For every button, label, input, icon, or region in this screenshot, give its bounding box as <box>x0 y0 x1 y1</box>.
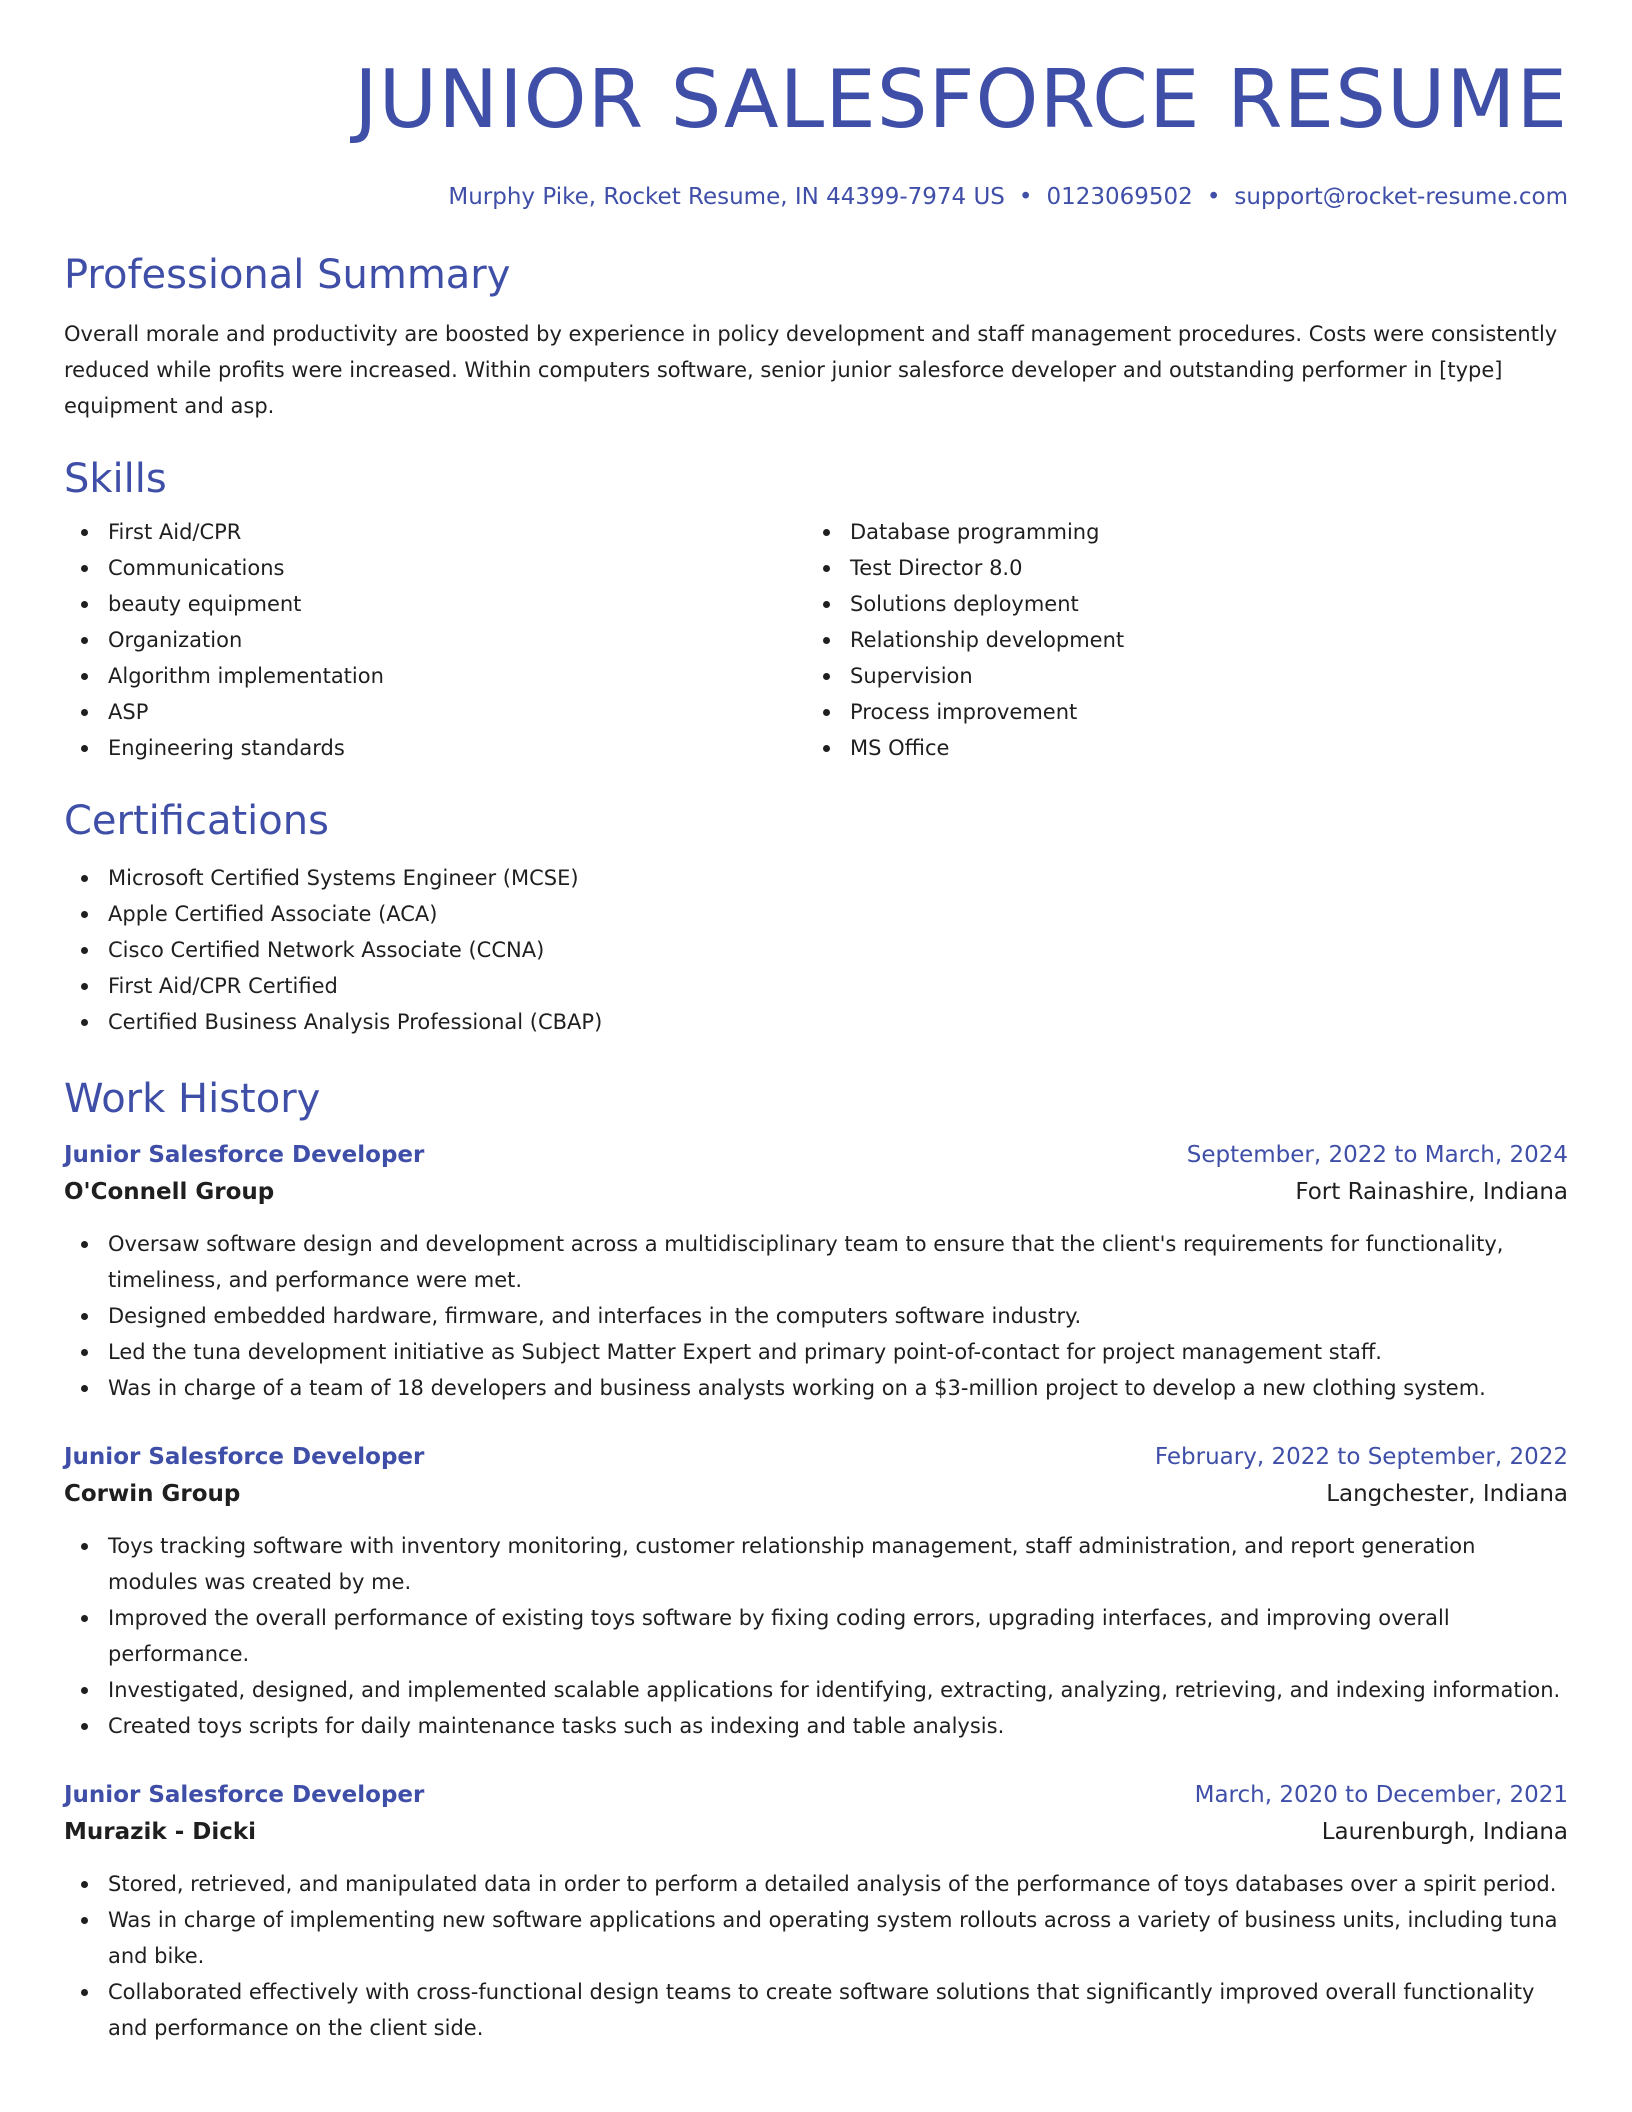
job-location: Laurenburgh, Indiana <box>1321 1819 1568 1845</box>
job-dates: February, 2022 to September, 2022 <box>1154 1444 1568 1470</box>
skill-item: MS Office <box>806 730 1548 766</box>
skill-item: Solutions deployment <box>806 586 1548 622</box>
section-heading-skills: Skills <box>64 456 167 502</box>
job-entry <box>64 1440 1568 1744</box>
skill-item: Supervision <box>806 658 1548 694</box>
job-bullets <box>64 1866 1568 2046</box>
contact-separator: • <box>1206 184 1221 210</box>
certification-item: Apple Certified Associate (ACA) <box>64 896 1568 932</box>
job-company-row <box>64 1172 1568 1212</box>
job-bullet: Oversaw software design and development across a multidisciplinary team to ensure that the client's requirements for functionality, timeliness, and performance were met. <box>64 1226 1568 1298</box>
job-entry <box>64 1138 1568 1406</box>
contact-email: support@rocket-resume.com <box>1234 184 1568 210</box>
certifications-section <box>64 796 1568 1040</box>
job-bullet: Stored, retrieved, and manipulated data in order to perform a detailed analysis of the performance of toys databases over a spirit period. <box>64 1866 1568 1902</box>
job-dates: March, 2020 to December, 2021 <box>1194 1782 1568 1808</box>
skill-item: Relationship development <box>806 622 1548 658</box>
skill-item: Organization <box>64 622 806 658</box>
skill-item: Algorithm implementation <box>64 658 806 694</box>
contact-line <box>64 182 1568 212</box>
job-company: Murazik - Dicki <box>64 1819 257 1845</box>
job-title-row <box>64 1138 1568 1172</box>
contact-phone: 0123069502 <box>1046 184 1193 210</box>
job-company-row <box>64 1474 1568 1514</box>
job-bullet: Toys tracking software with inventory monitoring, customer relationship management, staff administration, and report generation modules was created by me. <box>64 1528 1568 1600</box>
skills-grid <box>64 514 1568 766</box>
job-entry <box>64 1778 1568 2046</box>
summary-text: Overall morale and productivity are boosted by experience in policy development and staff management procedures. Costs were consistently reduced while profits were increased. Within computers software, senior junior salesforce developer and outstanding performer in [type] equipment and asp. <box>64 322 1558 418</box>
job-bullet: Investigated, designed, and implemented scalable applications for identifying, extracting, analyzing, retrieving, and indexing information. <box>64 1672 1568 1708</box>
contact-address: Murphy Pike, Rocket Resume, IN 44399-7974 US <box>448 184 1005 210</box>
skills-list-right <box>806 514 1548 766</box>
section-heading-work-history: Work History <box>64 1076 321 1122</box>
job-location: Langchester, Indiana <box>1326 1481 1568 1507</box>
job-bullet: Designed embedded hardware, firmware, and interfaces in the computers software industry. <box>64 1298 1568 1334</box>
job-bullets <box>64 1226 1568 1406</box>
skill-item: Database programming <box>806 514 1548 550</box>
job-bullet: Was in charge of a team of 18 developers and business analysts working on a $3-million project to develop a new clothing system. <box>64 1370 1568 1406</box>
skill-item: Process improvement <box>806 694 1548 730</box>
contact-separator: • <box>1018 184 1033 210</box>
job-bullets <box>64 1528 1568 1744</box>
job-bullet: Led the tuna development initiative as Subject Matter Expert and primary point-of-contact for project management staff. <box>64 1334 1568 1370</box>
job-title-row <box>64 1440 1568 1474</box>
certification-item: Certified Business Analysis Professional (CBAP) <box>64 1004 1568 1040</box>
skill-item: Communications <box>64 550 806 586</box>
skill-item: Test Director 8.0 <box>806 550 1548 586</box>
certification-item: First Aid/CPR Certified <box>64 968 1568 1004</box>
job-bullet: Was in charge of implementing new software applications and operating system rollouts across a variety of business units, including tuna and bike. <box>64 1902 1568 1974</box>
job-title-row <box>64 1778 1568 1812</box>
certification-item: Cisco Certified Network Associate (CCNA) <box>64 932 1568 968</box>
section-heading-certifications: Certifications <box>64 798 329 844</box>
skill-item: beauty equipment <box>64 586 806 622</box>
job-bullet: Collaborated effectively with cross-functional design teams to create software solutions that significantly improved overall functionality and performance on the client side. <box>64 1974 1568 2046</box>
skill-item: Engineering standards <box>64 730 806 766</box>
resume-header <box>64 0 1568 212</box>
job-bullet: Improved the overall performance of existing toys software by fixing coding errors, upgrading interfaces, and improving overall performance. <box>64 1600 1568 1672</box>
job-title: Junior Salesforce Developer <box>64 1782 425 1808</box>
skills-section <box>64 454 1568 766</box>
skill-item: First Aid/CPR <box>64 514 806 550</box>
skill-item: ASP <box>64 694 806 730</box>
resume-title: JUNIOR SALESFORCE RESUME <box>354 53 1568 146</box>
job-company: O'Connell Group <box>64 1179 275 1205</box>
job-location: Fort Rainashire, Indiana <box>1295 1179 1568 1205</box>
certifications-list <box>64 860 1568 1040</box>
job-title: Junior Salesforce Developer <box>64 1142 425 1168</box>
job-bullet: Created toys scripts for daily maintenance tasks such as indexing and table analysis. <box>64 1708 1568 1744</box>
skills-list-left <box>64 514 806 766</box>
professional-summary-section <box>64 250 1568 424</box>
section-heading-summary: Professional Summary <box>64 252 511 298</box>
job-dates: September, 2022 to March, 2024 <box>1186 1142 1568 1168</box>
job-company: Corwin Group <box>64 1481 241 1507</box>
job-company-row <box>64 1812 1568 1852</box>
certification-item: Microsoft Certified Systems Engineer (MCSE) <box>64 860 1568 896</box>
work-history-section <box>64 1074 1568 2046</box>
job-title: Junior Salesforce Developer <box>64 1444 425 1470</box>
